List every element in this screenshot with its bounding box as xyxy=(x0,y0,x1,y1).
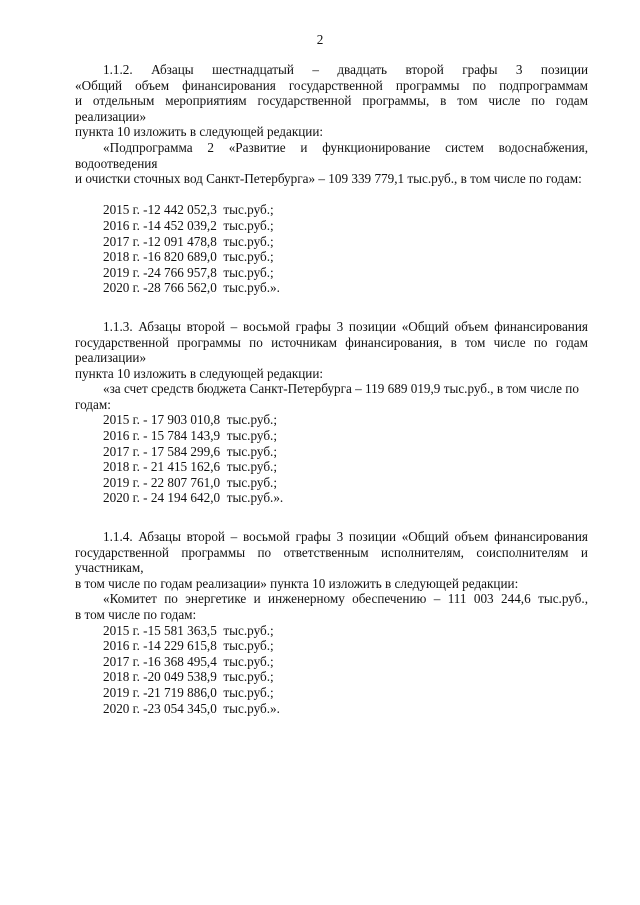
quote-line: в том числе по годам: xyxy=(75,607,197,622)
section-1-1-2 xyxy=(75,62,588,296)
quote-line: «Подпрограмма 2 «Развитие и функционирование систем водоснабжения, водоотведения xyxy=(75,139,588,171)
year-list xyxy=(75,623,588,717)
quote-line: и очистки сточных вод Санкт-Петербурга» – 109 339 779,1 тыс.руб., в том числе по годам: xyxy=(75,171,582,187)
year-list xyxy=(75,412,588,506)
paragraph-line: пункта 10 изложить в следующей редакции: xyxy=(75,365,324,381)
year-amount: 2018 г. -16 820 689,0 тыс.руб.; xyxy=(103,249,274,265)
section-1-1-4 xyxy=(75,529,588,716)
paragraph-line: «Общий объем финансирования государственной программы по подпрограммам xyxy=(75,77,588,93)
year-amount: 2019 г. -24 766 957,8 тыс.руб.; xyxy=(103,264,274,280)
paragraph-line: 1.1.4. Абзацы второй – восьмой графы 3 позиции «Общий объем финансирования xyxy=(103,529,588,545)
year-amount: 2018 г. -20 049 538,9 тыс.руб.; xyxy=(103,669,274,685)
page-number: 2 xyxy=(316,32,324,47)
year-list xyxy=(75,202,588,296)
year-amount: 2019 г. -21 719 886,0 тыс.руб.; xyxy=(103,684,274,700)
quote-line: «за счет средств бюджета Санкт-Петербурга – 119 689 019,9 тыс.руб., в том числе по годам: xyxy=(75,381,579,412)
year-amount: 2020 г. - 24 194 642,0 тыс.руб.». xyxy=(103,490,284,506)
year-amount: 2016 г. - 15 784 143,9 тыс.руб.; xyxy=(103,428,277,444)
year-amount: 2015 г. -12 442 052,3 тыс.руб.; xyxy=(103,202,274,218)
document-body xyxy=(75,62,588,716)
year-amount: 2017 г. -16 368 495,4 тыс.руб.; xyxy=(103,653,274,669)
year-amount: 2017 г. - 17 584 299,6 тыс.руб.; xyxy=(103,443,277,459)
paragraph-line: государственной программы по источникам финансирования, в том числе по годам реализации» xyxy=(75,334,588,366)
paragraph-line: в том числе по годам реализации» пункта 10 изложить в следующей редакции: xyxy=(75,575,519,591)
paragraph-line: 1.1.2. Абзацы шестнадцатый – двадцать второй графы 3 позиции xyxy=(103,62,588,77)
year-amount: 2017 г. -12 091 478,8 тыс.руб.; xyxy=(103,233,274,249)
year-amount: 2016 г. -14 452 039,2 тыс.руб.; xyxy=(103,217,274,233)
paragraph-line: и отдельным мероприятиям государственной программы, в том числе по годам реализации» xyxy=(75,93,588,124)
year-amount: 2019 г. - 22 807 761,0 тыс.руб.; xyxy=(103,474,277,490)
year-amount: 2015 г. - 17 903 010,8 тыс.руб.; xyxy=(103,412,277,428)
year-amount: 2020 г. -28 766 562,0 тыс.руб.». xyxy=(103,280,280,296)
paragraph-line: государственной программы по ответственным исполнителям, соисполнителям и участникам, xyxy=(75,544,588,576)
section-1-1-3 xyxy=(75,319,588,506)
paragraph-line: 1.1.3. Абзацы второй – восьмой графы 3 позиции «Общий объем финансирования xyxy=(103,318,588,334)
year-amount: 2015 г. -15 581 363,5 тыс.руб.; xyxy=(103,622,274,638)
year-amount: 2016 г. -14 229 615,8 тыс.руб.; xyxy=(103,638,274,654)
paragraph-line: пункта 10 изложить в следующей редакции: xyxy=(75,124,324,140)
quote-line: «Комитет по энергетике и инженерному обеспечению – 111 003 244,6 тыс.руб., xyxy=(103,591,588,607)
year-amount: 2018 г. - 21 415 162,6 тыс.руб.; xyxy=(103,459,277,475)
year-amount: 2020 г. -23 054 345,0 тыс.руб.». xyxy=(103,700,280,716)
